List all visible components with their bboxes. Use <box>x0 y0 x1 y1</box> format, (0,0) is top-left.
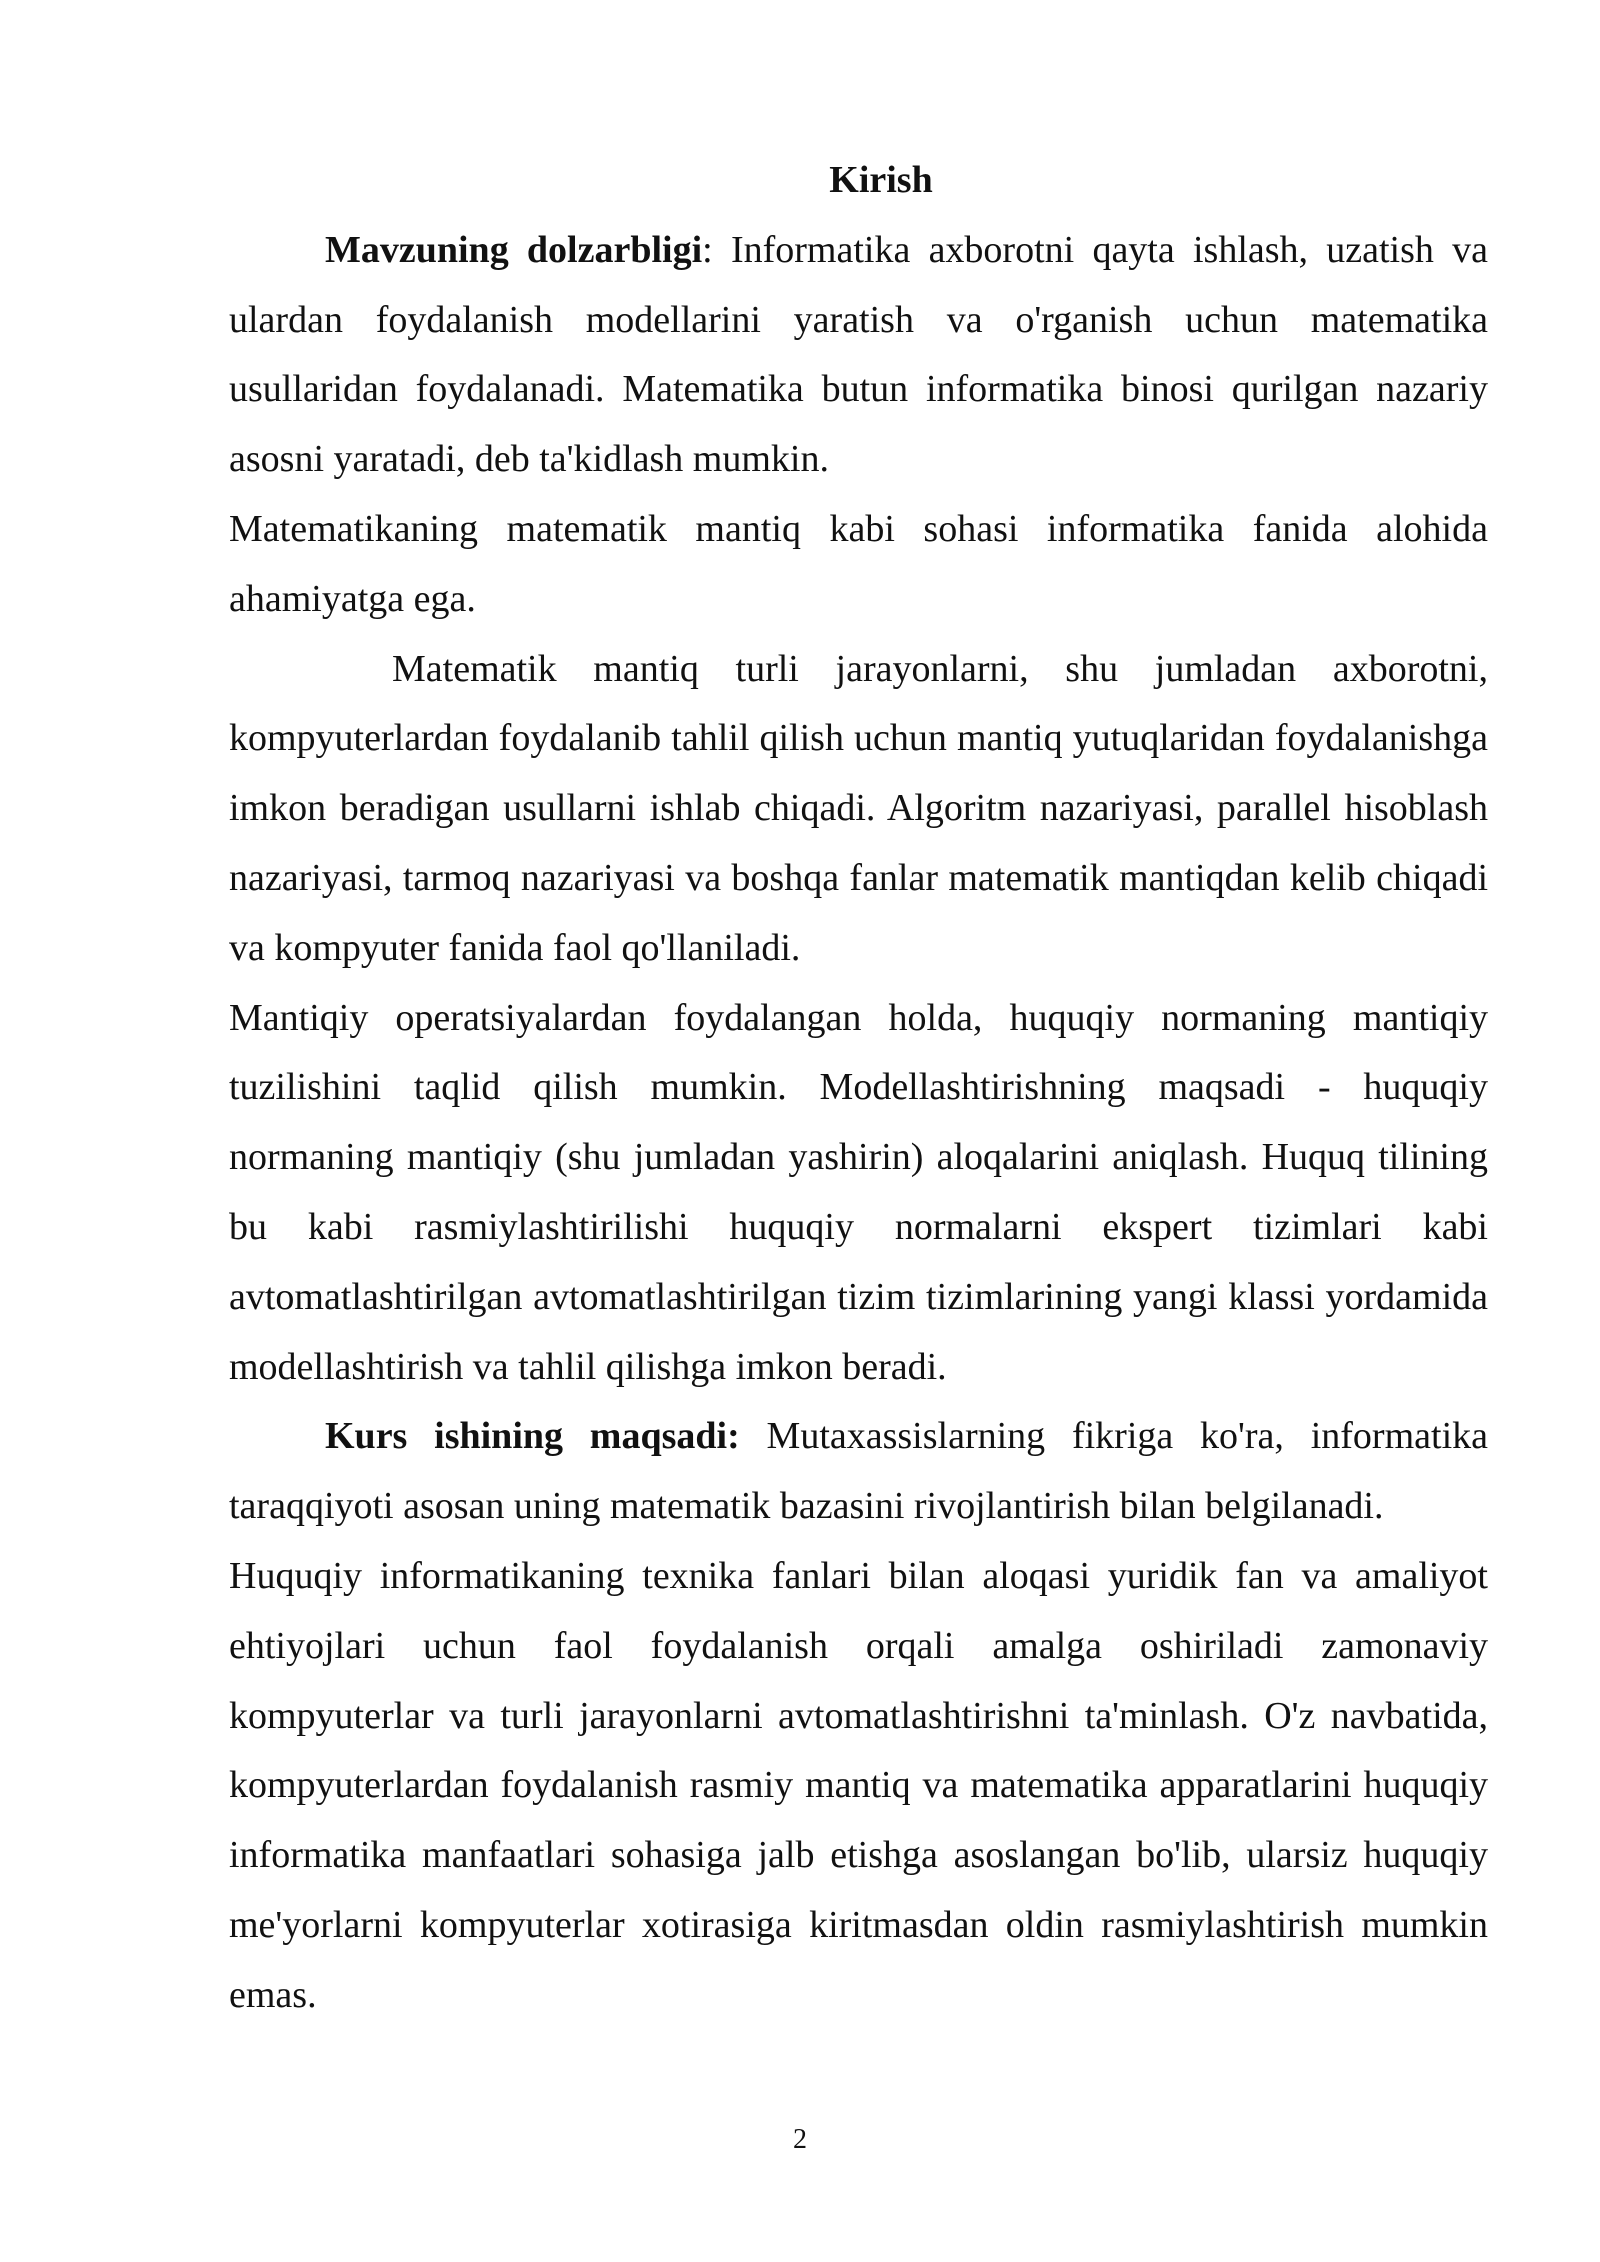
paragraph-relevance-heading: Mavzuning dolzarbligi <box>325 228 703 271</box>
page-content <box>229 146 1488 2031</box>
paragraph-course-goal-text: Mutaxassislarning fikriga ko'ra, informatika taraqqiyoti asosan uning matematik bazasini rivojlantirish bilan belgilanadi. <box>229 1415 1488 1528</box>
paragraph-legal-norms <box>229 984 1488 1403</box>
paragraph-course-goal <box>229 1402 1488 1542</box>
paragraph-math-logic-text: Matematikaning matematik mantiq kabi sohasi informatika fanida alohida ahamiyatga ega. <box>229 507 1488 620</box>
paragraph-course-goal-heading: Kurs ishining maqsadi: <box>325 1415 740 1458</box>
paragraph-legal-informatics <box>229 1542 1488 2031</box>
page-number: 2 <box>793 2124 807 2155</box>
paragraph-logic-methods <box>229 635 1488 984</box>
paragraph-logic-methods-text: Matematik mantiq turli jarayonlarni, shu jumladan axborotni, kompyuterlardan foydalanib tahlil qilish uchun mantiq yutuqlaridan foydalanishga imkon beradigan usullarni ishlab chiqadi. Algoritm nazariyasi, parallel hisoblash nazariyasi, tarmoq nazariyasi va boshqa fanlar matematik mantiqdan kelib chiqadi va kompyuter fanida faol qo'llaniladi. <box>229 647 1488 969</box>
page-title: Kirish <box>829 159 933 201</box>
paragraph-legal-informatics-text: Huquqiy informatikaning texnika fanlari bilan aloqasi yuridik fan va amaliyot ehtiyojlari uchun faol foydalanish orqali amalga oshiriladi zamonaviy kompyuterlar va turli jarayonlarni avtomatlashtirishni ta'minlash. O'z navbatida, kompyuterlardan foydalanish rasmiy mantiq va matematika apparatlarini huquqiy informatika manfaatlari sohasiga jalb etishga asoslangan bo'lib, ularsiz huquqiy me'yorlarni kompyuterlar xotirasiga kiritmasdan oldin rasmiylashtirish mumkin emas. <box>229 1554 1488 2016</box>
paragraph-legal-norms-text: Mantiqiy operatsiyalardan foydalangan holda, huquqiy normaning mantiqiy tuzilishini taqlid qilish mumkin. Modellashtirishning maqsadi - huquqiy normaning mantiqiy (shu jumladan yashirin) aloqalarini aniqlash. Huquq tilining bu kabi rasmiylashtirilishi huquqiy normalarni ekspert tizimlari kabi avtomatlashtirilgan avtomatlashtirilgan tizim tizimlarining yangi klassi yordamida modellashtirish va tahlil qilishga imkon beradi. <box>229 996 1488 1388</box>
paragraph-math-logic <box>229 495 1488 635</box>
paragraph-relevance-text: : Informatika axborotni qayta ishlash, uzatish va ulardan foydalanish modellarini yaratish va o'rganish uchun matematika usullaridan foydalanadi. Matematika butun informatika binosi qurilgan nazariy asosni yaratadi, deb ta'kidlash mumkin. <box>229 228 1489 481</box>
paragraph-relevance <box>229 216 1488 495</box>
